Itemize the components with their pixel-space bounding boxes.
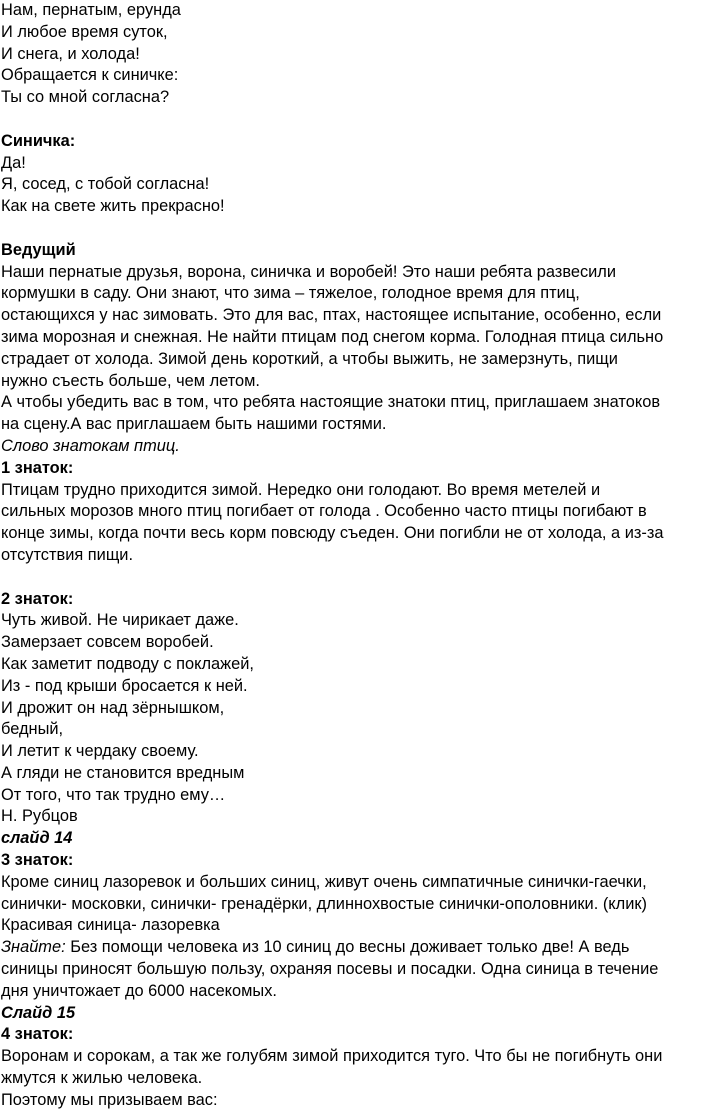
text-line: на сцену.А вас приглашаем быть нашими гостями.	[1, 415, 387, 434]
text-run: Без помощи человека из 10 синиц до весны доживает только две! А ведь	[70, 938, 630, 957]
text-line: жмутся к жилью человека.	[1, 1069, 203, 1088]
poem-line: А гляди не становится вредным	[1, 763, 245, 782]
blank-line	[1, 218, 701, 240]
text-line: страдает от холода. Зимой день короткий, а чтобы выжить, не замерзнуть, пищи	[1, 349, 618, 368]
text-line: Наши пернатые друзья, ворона, синичка и воробей! Это наши ребята развесили	[1, 262, 617, 281]
speaker-heading: Синичка:	[1, 131, 76, 150]
poem-author: Н. Рубцов	[1, 807, 78, 826]
slide-marker: слайд 14	[1, 829, 73, 848]
blank-line	[1, 567, 701, 589]
text-line: Да!	[1, 153, 26, 172]
text-line: Птицам трудно приходится зимой. Нередко они голодают. Во время метелей и	[1, 480, 601, 499]
text-line: дня уничтожает до 6000 насекомых.	[1, 981, 277, 1000]
text-line: сильных морозов много птиц погибает от голода . Особенно часто птицы погибают в	[1, 502, 647, 521]
text-line: Обращается к синичке:	[1, 66, 179, 85]
text-line: Ты со мной согласна?	[1, 88, 170, 107]
speaker-heading: Ведущий	[1, 240, 76, 259]
slide-marker: Слайд 15	[1, 1003, 76, 1022]
poem-line: Замерзает совсем воробей.	[1, 633, 214, 652]
poem-line: бедный,	[1, 720, 64, 739]
text-line: кормушки в саду. Они знают, что зима – тяжелое, голодное время для птиц,	[1, 284, 580, 303]
text-line: отсутствия пищи.	[1, 545, 134, 564]
text-line: Как на свете жить прекрасно!	[1, 197, 225, 216]
poem-line: Из - под крыши бросается к ней.	[1, 676, 248, 695]
blank-line	[1, 109, 701, 131]
poem-line: Как заметит подводу с поклажей,	[1, 654, 254, 673]
speaker-heading: 2 знаток:	[1, 589, 74, 608]
poem-line: И дрожит он над зёрнышком,	[1, 698, 225, 717]
speaker-heading: 3 знаток:	[1, 851, 74, 870]
text-line: А чтобы убедить вас в том, что ребята настоящие знатоки птиц, приглашаем знатоков	[1, 393, 661, 412]
text-line: Воронам и сорокам, а так же голубям зимой приходится туго. Что бы не погибнуть они	[1, 1047, 663, 1066]
text-line: И любое время суток,	[1, 22, 168, 41]
speaker-heading: 4 знаток:	[1, 1025, 74, 1044]
text-line: конце зимы, когда почти весь корм повсюду съеден. Они погибли не от холода, а из-за	[1, 524, 664, 543]
speaker-heading: 1 знаток:	[1, 458, 74, 477]
poem-line: От того, что так трудно ему…	[1, 785, 226, 804]
document-page	[1, 0, 701, 1112]
text-line: И снега, и холода!	[1, 44, 140, 63]
poem-line: И летит к чердаку своему.	[1, 742, 199, 761]
text-line: Я, сосед, с тобой согласна!	[1, 175, 210, 194]
text-line: Нам, пернатым, ерунда	[1, 1, 181, 19]
text-line: синицы приносят большую пользу, охраняя посевы и посадки. Одна синица в течение	[1, 960, 659, 979]
text-line: Поэтому мы призываем вас:	[1, 1090, 218, 1109]
text-line: остающихся у нас зимовать. Это для вас, птах, настоящее испытание, особенно, если	[1, 306, 662, 325]
text-line: нужно съесть больше, чем летом.	[1, 371, 260, 390]
italic-lead-word: Знайте:	[1, 938, 66, 957]
text-line: зима морозная и снежная. Не найти птицам под снегом корма. Голодная птица сильно	[1, 327, 664, 346]
text-line	[1, 937, 701, 959]
text-line: Кроме синиц лазоревок и больших синиц, живут очень симпатичные синички-гаечки,	[1, 872, 647, 891]
text-line: Красивая синица- лазоревка	[1, 916, 220, 935]
text-line: синички- московки, синички- гренадёрки, длиннохвостые синички-ополовники. (клик)	[1, 894, 647, 913]
poem-line: Чуть живой. Не чирикает даже.	[1, 611, 239, 630]
italic-note: Слово знатокам птиц.	[1, 436, 180, 455]
